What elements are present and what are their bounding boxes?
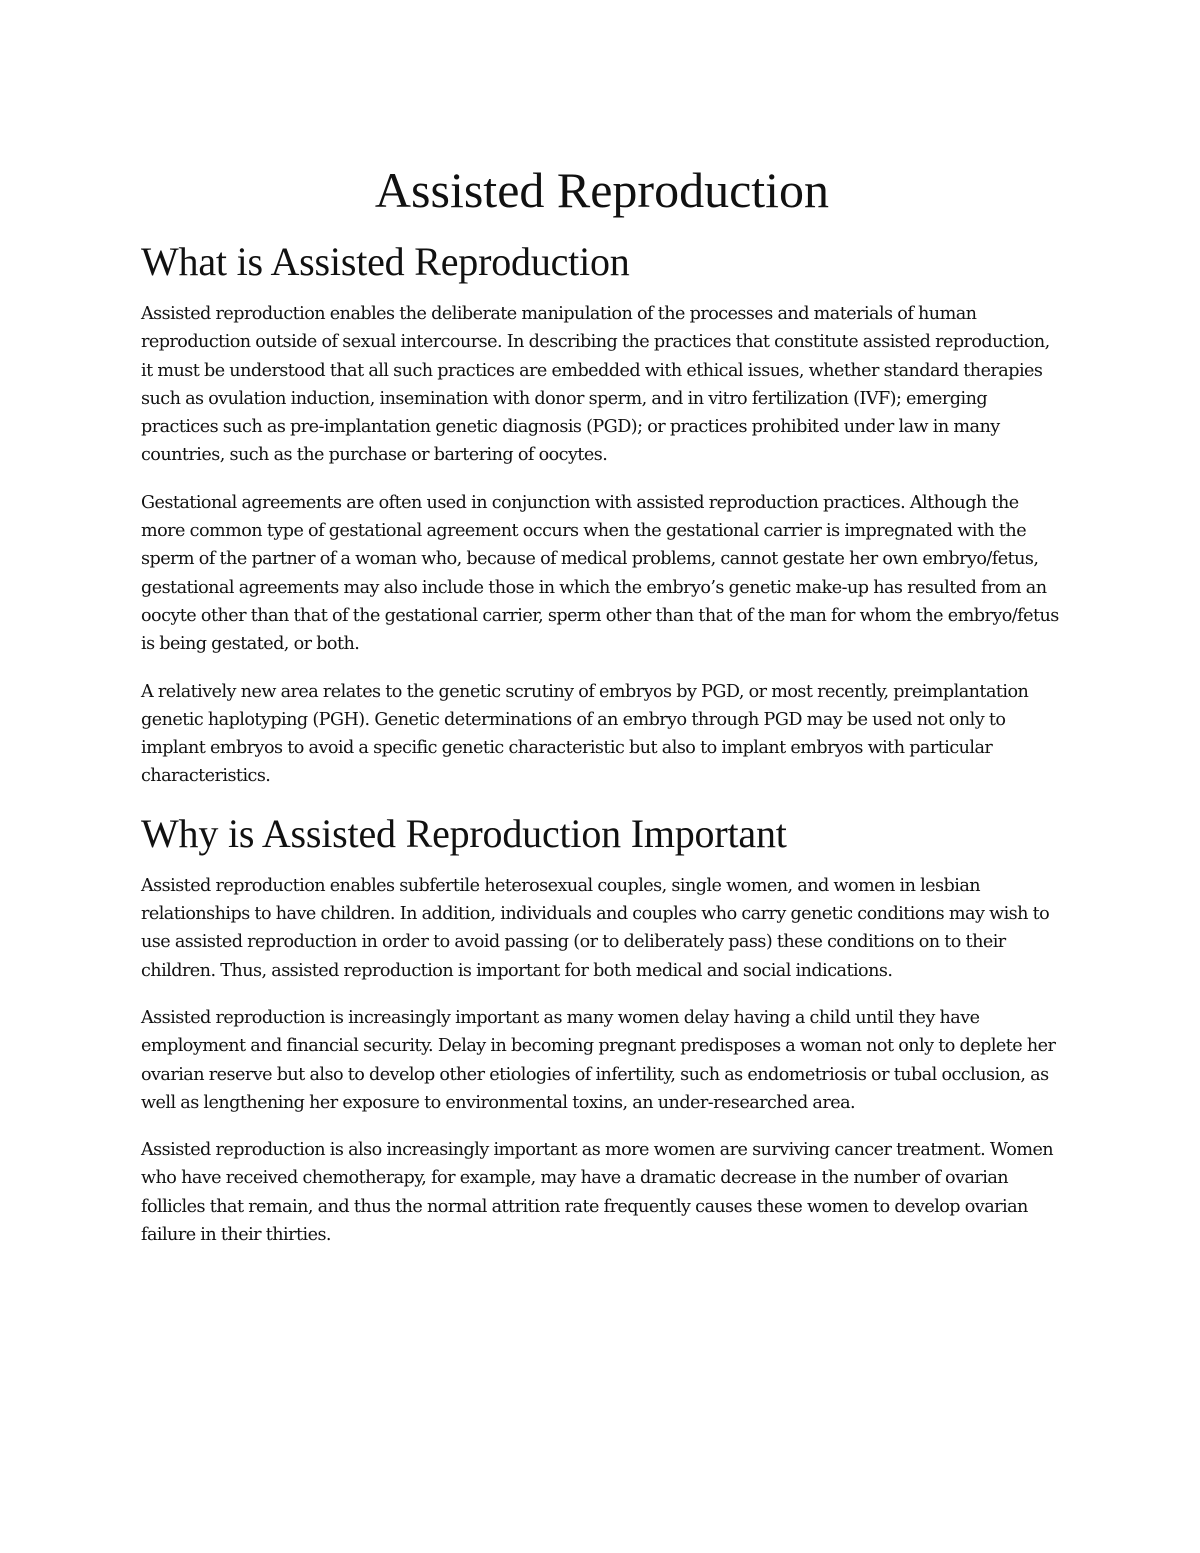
section-heading: What is Assisted Reproduction bbox=[141, 239, 630, 284]
document-title: Assisted Reproduction bbox=[374, 162, 830, 218]
paragraph: Gestational agreements are often used in conjunction with assisted reproduction practices. Although the more common type of gestational agreement occurs when the gestational carrier is impregnated with the sperm of the partner of a woman who, because of medical problems, cannot gestate her own embryo/fetus, gestational agreements may also include those in which the embryo’s genetic make-up has resulted from an oocyte other than that of the gestational carrier, sperm other than that of the man for whom the embryo/fetus is being gestated, or both. bbox=[141, 492, 1059, 655]
document-page bbox=[141, 160, 1063, 1268]
section-why-important bbox=[141, 810, 1063, 1250]
paragraph: Assisted reproduction is increasingly important as many women delay having a child until they have employment and financial security. Delay in becoming pregnant predisposes a woman not only to deplete her ovarian reserve but also to develop other etiologies of infertility, such as endometriosis or tubal occlusion, as well as lengthening her exposure to environmental toxins, an under-researched area. bbox=[141, 1007, 1056, 1113]
paragraph: Assisted reproduction enables the deliberate manipulation of the processes and materials of human reproduction outside of sexual intercourse. In describing the practices that constitute assisted reproduction, it must be understood that all such practices are embedded with ethical issues, whether standard therapies such as ovulation induction, insemination with donor sperm, and in vitro fertilization (IVF); emerging practices such as pre-implantation genetic diagnosis (PGD); or practices prohibited under law in many countries, such as the purchase or bartering of oocytes. bbox=[141, 304, 1050, 466]
paragraph: A relatively new area relates to the genetic scrutiny of embryos by PGD, or most recently, preimplantation genetic haplotyping (PGH). Genetic determinations of an embryo through PGD may be used not only to implant embryos to avoid a specific genetic characteristic but also to implant embryos with particular characteristics. bbox=[141, 681, 1029, 787]
section-what-is bbox=[141, 238, 1063, 791]
section-heading: Why is Assisted Reproduction Important bbox=[141, 810, 787, 856]
paragraph: Assisted reproduction is also increasingly important as more women are surviving cancer treatment. Women who have received chemotherapy, for example, may have a dramatic decrease in the number of ovarian follicles that remain, and thus the normal attrition rate frequently causes these women to develop ovarian failure in their thirties. bbox=[141, 1140, 1054, 1246]
paragraph: Assisted reproduction enables subfertile heterosexual couples, single women, and women in lesbian relationships to have children. In addition, individuals and couples who carry genetic conditions may wish to use assisted reproduction in order to avoid passing (or to deliberately pass) these conditions on to their children. Thus, assisted reproduction is important for both medical and social indications. bbox=[141, 875, 1050, 981]
